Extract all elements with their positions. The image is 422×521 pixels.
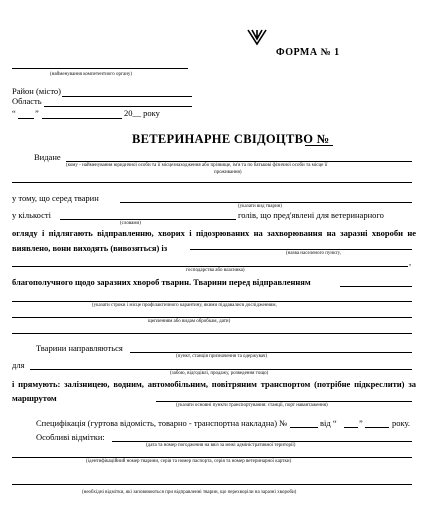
farm-line <box>12 266 408 267</box>
destination-caption: (пункт, станція призначення та одержувач) <box>176 354 268 359</box>
special-line <box>112 441 412 442</box>
spec-year: року. <box>392 418 411 428</box>
spec-number-line <box>290 427 318 428</box>
destination-line <box>130 352 412 353</box>
issued-caption-1: (кому - найменування юридичної особи та її місцезнаходження або прізвище, ім'я та по батькові фізичної особи та місце її <box>66 163 328 168</box>
vaccination-line <box>12 317 412 318</box>
vaccination-caption: щепленням або видам обробкам, дати) <box>148 319 231 324</box>
bottom-line <box>12 484 412 485</box>
date-year: 20__ року <box>124 108 160 118</box>
title-number-line <box>305 145 333 146</box>
date-day-line <box>18 118 34 119</box>
safe-text: благополучного щодо заразних хвороб тварин. Тварини перед відправленням <box>12 277 311 287</box>
district-label: Район (місто) <box>12 86 61 96</box>
purpose-caption: (забою, відгодівлі, продажу, розведення тощо) <box>170 371 269 376</box>
form-number-label: ФОРМА № 1 <box>276 47 340 58</box>
id-line <box>12 457 412 458</box>
region-label: Область <box>12 96 42 106</box>
date-month-line <box>42 118 122 119</box>
locality-line <box>190 249 412 250</box>
issued-line <box>66 161 412 162</box>
trident-emblem-icon <box>246 28 268 46</box>
issued-line-2 <box>12 182 412 183</box>
special-label: Особливі відмітки: <box>36 432 105 442</box>
farm-comma: , <box>409 257 412 267</box>
date-quote-open: “ <box>12 108 16 118</box>
quarantine-line <box>12 301 412 302</box>
route-caption: (указати основні пункти транспортування: станції, порт навантаження) <box>176 403 328 408</box>
animals-label: у тому, що серед тварин <box>12 193 99 203</box>
quantity-line <box>60 219 236 220</box>
route-text: і прямують: залізницею, водним, автомобільним, повітряним транспортом (потрібне підкреслити) за маршрутом <box>12 379 416 403</box>
extra-line <box>12 333 412 334</box>
route-line <box>156 401 412 402</box>
safe-line <box>340 286 412 287</box>
farm-caption: господарства або власника) <box>186 268 245 273</box>
purpose-label: для <box>12 360 25 370</box>
date-quote-close: ” <box>35 108 39 118</box>
document-title: ВЕТЕРИНАРНЕ СВІДОЦТВО № <box>132 132 330 146</box>
spec-from: від “ <box>320 418 337 428</box>
spec-quote: ” <box>359 418 363 428</box>
quantity-text: голів, що пред'явлені для ветеринарного <box>238 210 384 220</box>
issued-caption-2: проживання) <box>214 170 242 175</box>
animals-line <box>120 202 412 203</box>
sent-label: Тварини направляються <box>36 343 123 353</box>
issued-label: Видане <box>34 152 61 162</box>
id-caption: (ідентифікаційний номер тварини, серія та номер паспорта, серія та номер ветеринарної картки) <box>86 459 292 464</box>
special-caption: (дата та номер погодження на ввіз за межі адміністративної території) <box>146 443 296 448</box>
org-caption: (найменування компетентного органу) <box>50 72 133 77</box>
animals-caption: (указати вид тварин) <box>238 204 282 209</box>
region-line <box>44 106 192 107</box>
quarantine-caption: (указати строки і місце профілактичного карантину, якими піддавалися дослідженням, <box>92 303 277 308</box>
purpose-line <box>30 369 412 370</box>
spec-text: Специфікація (гуртова відомість, товарно - транспортна накладна) № <box>36 418 288 428</box>
spec-month-line <box>365 427 389 428</box>
bottom-caption: (необхідні відмітки, які заповнюються при відправленні тварин, що перехворіли на заразні хвороби) <box>82 490 297 495</box>
exam-text: огляду і підлягають відправленню, хворих і підозрюваних на захворювання на заразні хвороби не виявлено, вони виходять (вивозяться) із <box>12 228 416 253</box>
org-line <box>12 68 188 69</box>
quantity-label: у кількості <box>12 210 51 220</box>
words-caption: (словами) <box>120 221 141 226</box>
district-line <box>62 96 192 97</box>
locality-caption: (назва населеного пункту, <box>286 251 341 256</box>
spec-day-line <box>344 427 358 428</box>
